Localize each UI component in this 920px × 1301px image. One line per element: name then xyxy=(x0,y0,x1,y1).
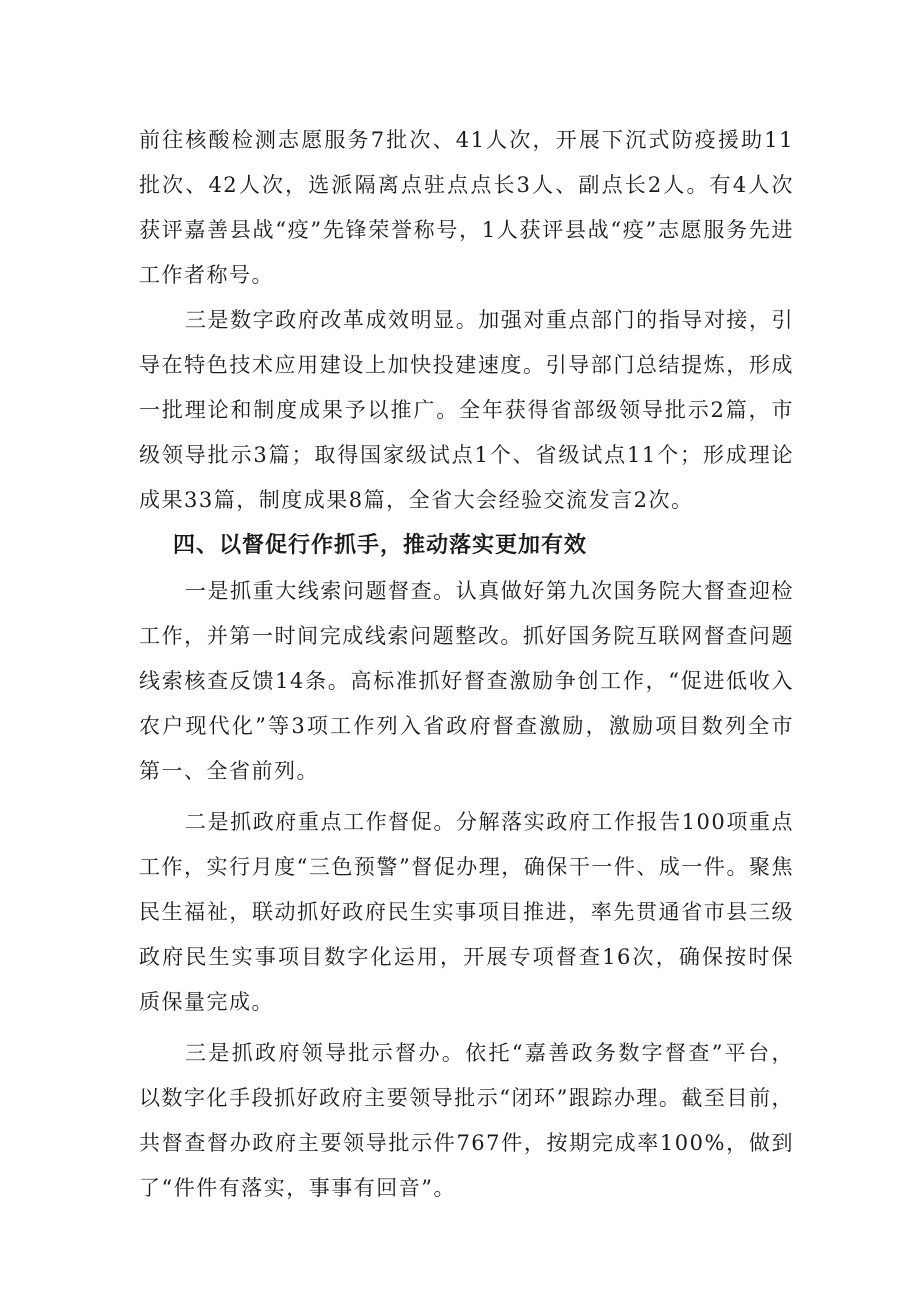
paragraph-volunteer-service: 前往核酸检测志愿服务7批次、41人次，开展下沉式防疫援助11批次、42人次，选派隔离点驻点点长3人、副点长2人。有4人次获评嘉善县战“疫”先锋荣誉称号，1人获评县战“疫”志愿服务先进工作者称号。 xyxy=(139,128,794,287)
paragraph-major-clue-supervision: 一是抓重大线索问题督查。认真做好第九次国务院大督查迎检工作，并第一时间完成线索问题整改。抓好国务院互联网督查问题线索核查反馈14条。高标准抓好督查激励争创工作，“促进低收入农户现代化”等3项工作列入省政府督查激励，激励项目数列全市第一、全省前列。 xyxy=(139,579,794,783)
document-body xyxy=(139,118,794,1211)
section-heading: 四、以督促行作抓手，推动落实更加有效 xyxy=(173,533,588,558)
paragraph-digital-government: 三是数字政府改革成效明显。加强对重点部门的指导对接，引导在特色技术应用建设上加快投建速度。引导部门总结提炼，形成一批理论和制度成果予以推广。全年获得省部级领导批示2篇，市级领导批示3篇；取得国家级试点1个、省级试点11个；形成理论成果33篇，制度成果8篇，全省大会经验交流发言2次。 xyxy=(139,308,794,512)
paragraph-leader-instruction-supervision: 三是抓政府领导批示督办。依托“嘉善政务数字督查”平台，以数字化手段抓好政府主要领导批示“闭环”跟踪办理。截至目前，共督查督办政府主要领导批示件767件，按期完成率100%，做到了“件件有落实，事事有回音”。 xyxy=(139,1041,794,1200)
paragraph-key-work-supervision: 二是抓政府重点工作督促。分解落实政府工作报告100项重点工作，实行月度“三色预警”督促办理，确保干一件、成一件。聚焦民生福祉，联动抓好政府民生实事项目推进，率先贯通省市县三级政府民生实事项目数字化运用，开展专项督查16次，确保按时保质保量完成。 xyxy=(139,810,794,1014)
